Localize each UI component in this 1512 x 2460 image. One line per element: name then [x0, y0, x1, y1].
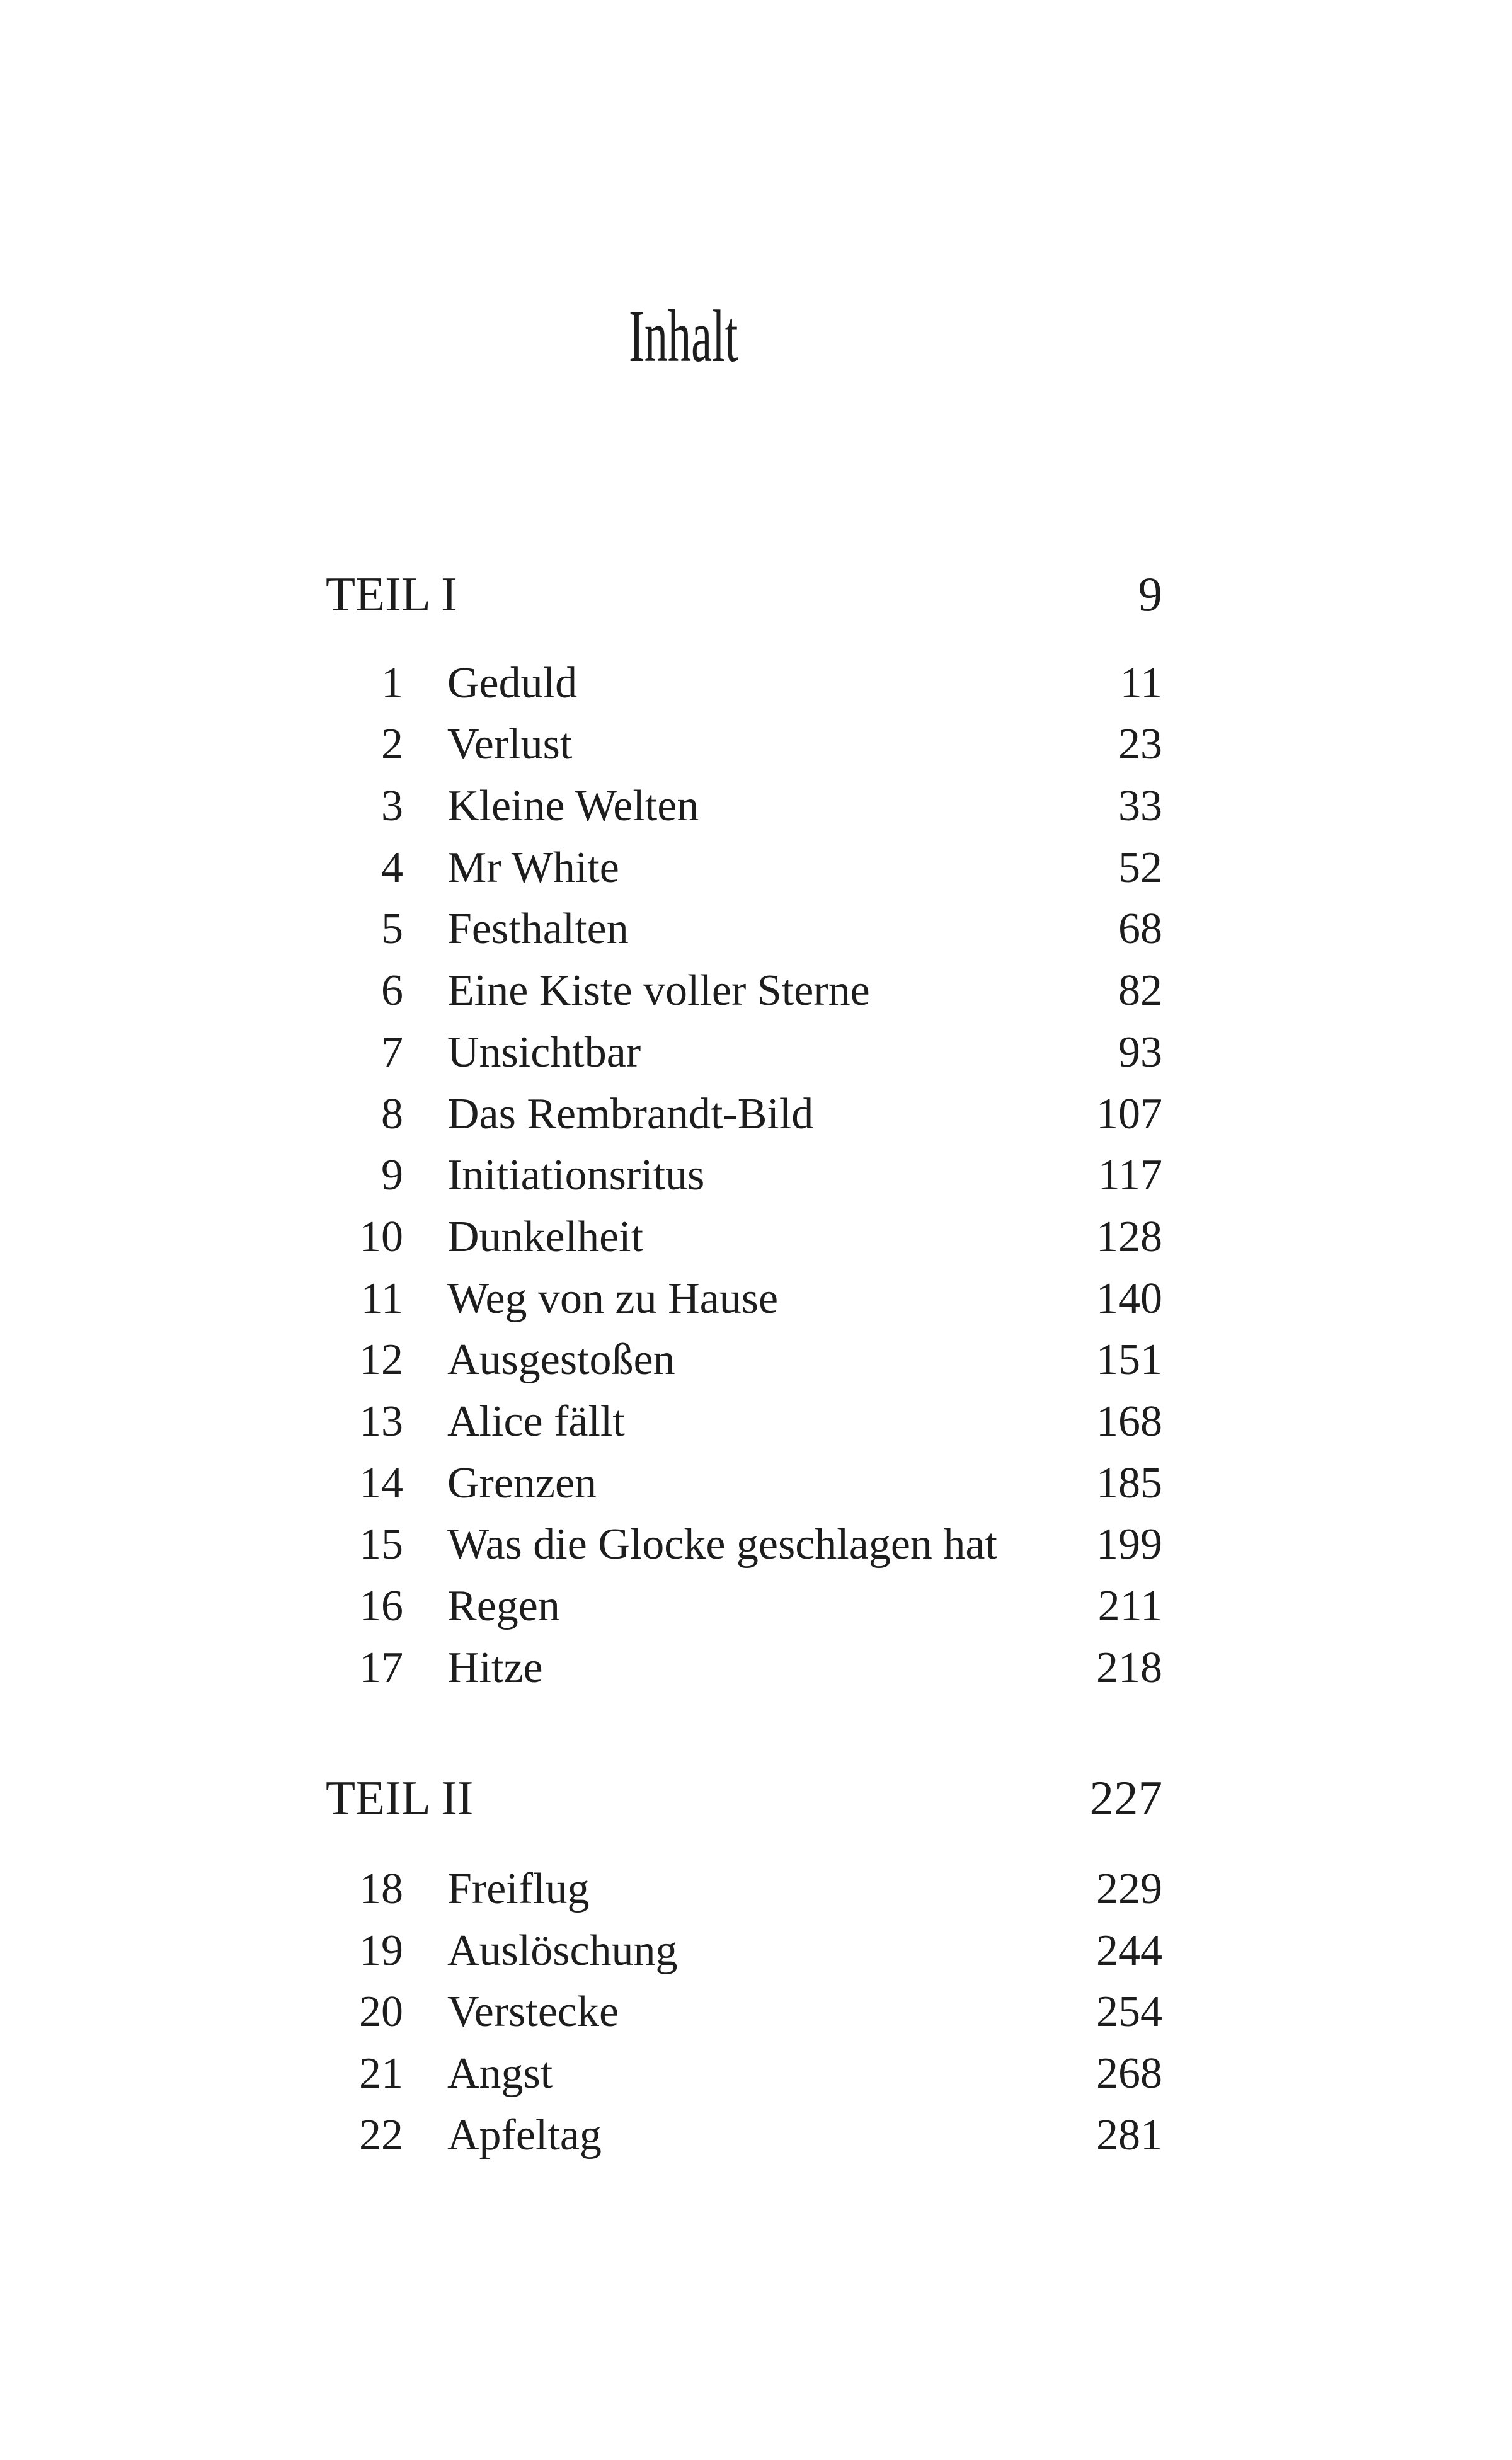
- chapter-page-number: 211: [1097, 1582, 1162, 1630]
- chapter-number: 6: [381, 966, 403, 1015]
- chapter-page-number: 33: [1118, 782, 1162, 831]
- chapter-title: Regen: [447, 1582, 560, 1630]
- part-label: TEIL I: [326, 567, 457, 621]
- chapter-number: 13: [359, 1397, 403, 1446]
- toc-chapter-row: [326, 1145, 1162, 1206]
- chapter-title: Initiationsritus: [447, 1151, 705, 1200]
- chapter-number: 20: [359, 1988, 403, 2037]
- toc-chapter-row: [326, 960, 1162, 1022]
- chapter-title: Ausgestoßen: [447, 1336, 675, 1385]
- toc-chapter-row: [326, 2043, 1162, 2105]
- chapter-page-number: 268: [1096, 2049, 1162, 2098]
- chapter-page-number: 244: [1096, 1926, 1162, 1975]
- toc-chapter-row: [326, 1022, 1162, 1084]
- chapter-page-number: 140: [1096, 1274, 1162, 1323]
- toc-chapter-row: [326, 1206, 1162, 1268]
- chapter-title: Alice fällt: [447, 1397, 625, 1446]
- chapter-title: Dunkelheit: [447, 1212, 644, 1261]
- chapter-page-number: 218: [1096, 1643, 1162, 1692]
- part-1-chapter-list: [326, 653, 1162, 1699]
- part-page-number: 227: [1089, 1771, 1162, 1826]
- chapter-page-number: 107: [1096, 1089, 1162, 1138]
- chapter-number: 3: [381, 782, 403, 831]
- chapter-number: 14: [359, 1458, 403, 1507]
- toc-chapter-row: [326, 1514, 1162, 1576]
- chapter-page-number: 23: [1118, 720, 1162, 769]
- chapter-number: 22: [359, 2110, 403, 2160]
- chapter-title: Unsichtbar: [447, 1027, 641, 1077]
- toc-chapter-row: [326, 1268, 1162, 1330]
- chapter-number: 15: [359, 1520, 403, 1569]
- chapter-title: Auslöschung: [447, 1926, 678, 1975]
- chapter-page-number: 128: [1096, 1212, 1162, 1261]
- chapter-title: Eine Kiste voller Sterne: [447, 966, 870, 1015]
- chapter-title: Das Rembrandt-Bild: [447, 1089, 814, 1138]
- chapter-page-number: 281: [1096, 2110, 1162, 2160]
- toc-part-row: [326, 564, 1162, 626]
- chapter-page-number: 168: [1096, 1397, 1162, 1446]
- chapter-title: Verlust: [447, 720, 573, 769]
- toc-chapter-row: [326, 653, 1162, 714]
- toc-chapter-row: [326, 1981, 1162, 2043]
- chapter-title: Festhalten: [447, 905, 629, 954]
- chapter-title: Grenzen: [447, 1458, 597, 1507]
- chapter-number: 7: [381, 1027, 403, 1077]
- toc-chapter-row: [326, 775, 1162, 837]
- chapter-title: Mr White: [447, 843, 619, 892]
- chapter-number: 4: [381, 843, 403, 892]
- chapter-title: Verstecke: [447, 1988, 619, 2037]
- toc-chapter-row: [326, 837, 1162, 899]
- toc-part-row: [326, 1768, 1162, 1829]
- chapter-number: 21: [359, 2049, 403, 2098]
- chapter-number: 10: [359, 1212, 403, 1261]
- chapter-title: Hitze: [447, 1643, 543, 1692]
- chapter-title: Weg von zu Hause: [447, 1274, 779, 1323]
- chapter-number: 11: [360, 1274, 403, 1323]
- chapter-title: Apfeltag: [447, 2110, 602, 2160]
- chapter-page-number: 254: [1096, 1988, 1162, 2037]
- table-of-contents: [326, 564, 1162, 2166]
- chapter-number: 16: [359, 1582, 403, 1630]
- chapter-page-number: 68: [1118, 905, 1162, 954]
- chapter-number: 12: [359, 1336, 403, 1385]
- chapter-page-number: 93: [1118, 1027, 1162, 1077]
- chapter-number: 9: [381, 1151, 403, 1200]
- toc-chapter-row: [326, 898, 1162, 960]
- chapter-number: 1: [381, 658, 403, 707]
- chapter-page-number: 11: [1120, 658, 1162, 707]
- toc-chapter-row: [326, 1329, 1162, 1391]
- chapter-number: 18: [359, 1865, 403, 1914]
- chapter-title: Freiflug: [447, 1865, 590, 1914]
- chapter-number: 19: [359, 1926, 403, 1975]
- chapter-page-number: 117: [1097, 1151, 1162, 1200]
- chapter-page-number: 229: [1096, 1865, 1162, 1914]
- toc-chapter-row: [326, 1576, 1162, 1637]
- toc-chapter-row: [326, 1637, 1162, 1699]
- part-label: TEIL II: [326, 1771, 474, 1826]
- toc-chapter-row: [326, 2105, 1162, 2166]
- toc-chapter-row: [326, 1453, 1162, 1514]
- toc-chapter-row: [326, 1858, 1162, 1920]
- chapter-title: Geduld: [447, 658, 578, 707]
- part-page-number: 9: [1138, 567, 1162, 621]
- chapter-number: 8: [381, 1089, 403, 1138]
- chapter-page-number: 199: [1096, 1520, 1162, 1569]
- chapter-number: 17: [359, 1643, 403, 1692]
- chapter-number: 2: [381, 720, 403, 769]
- toc-chapter-row: [326, 1391, 1162, 1453]
- toc-chapter-row: [326, 1084, 1162, 1145]
- toc-chapter-row: [326, 714, 1162, 775]
- chapter-number: 5: [381, 905, 403, 954]
- chapter-title: Angst: [447, 2049, 553, 2098]
- chapter-page-number: 82: [1118, 966, 1162, 1015]
- toc-chapter-row: [326, 1920, 1162, 1982]
- chapter-page-number: 151: [1096, 1336, 1162, 1385]
- chapter-page-number: 185: [1096, 1458, 1162, 1507]
- page-title: Inhalt: [629, 295, 738, 377]
- chapter-title: Kleine Welten: [447, 782, 699, 831]
- part-2-chapter-list: [326, 1858, 1162, 2166]
- chapter-title: Was die Glocke geschlagen hat: [447, 1520, 997, 1569]
- chapter-page-number: 52: [1118, 843, 1162, 892]
